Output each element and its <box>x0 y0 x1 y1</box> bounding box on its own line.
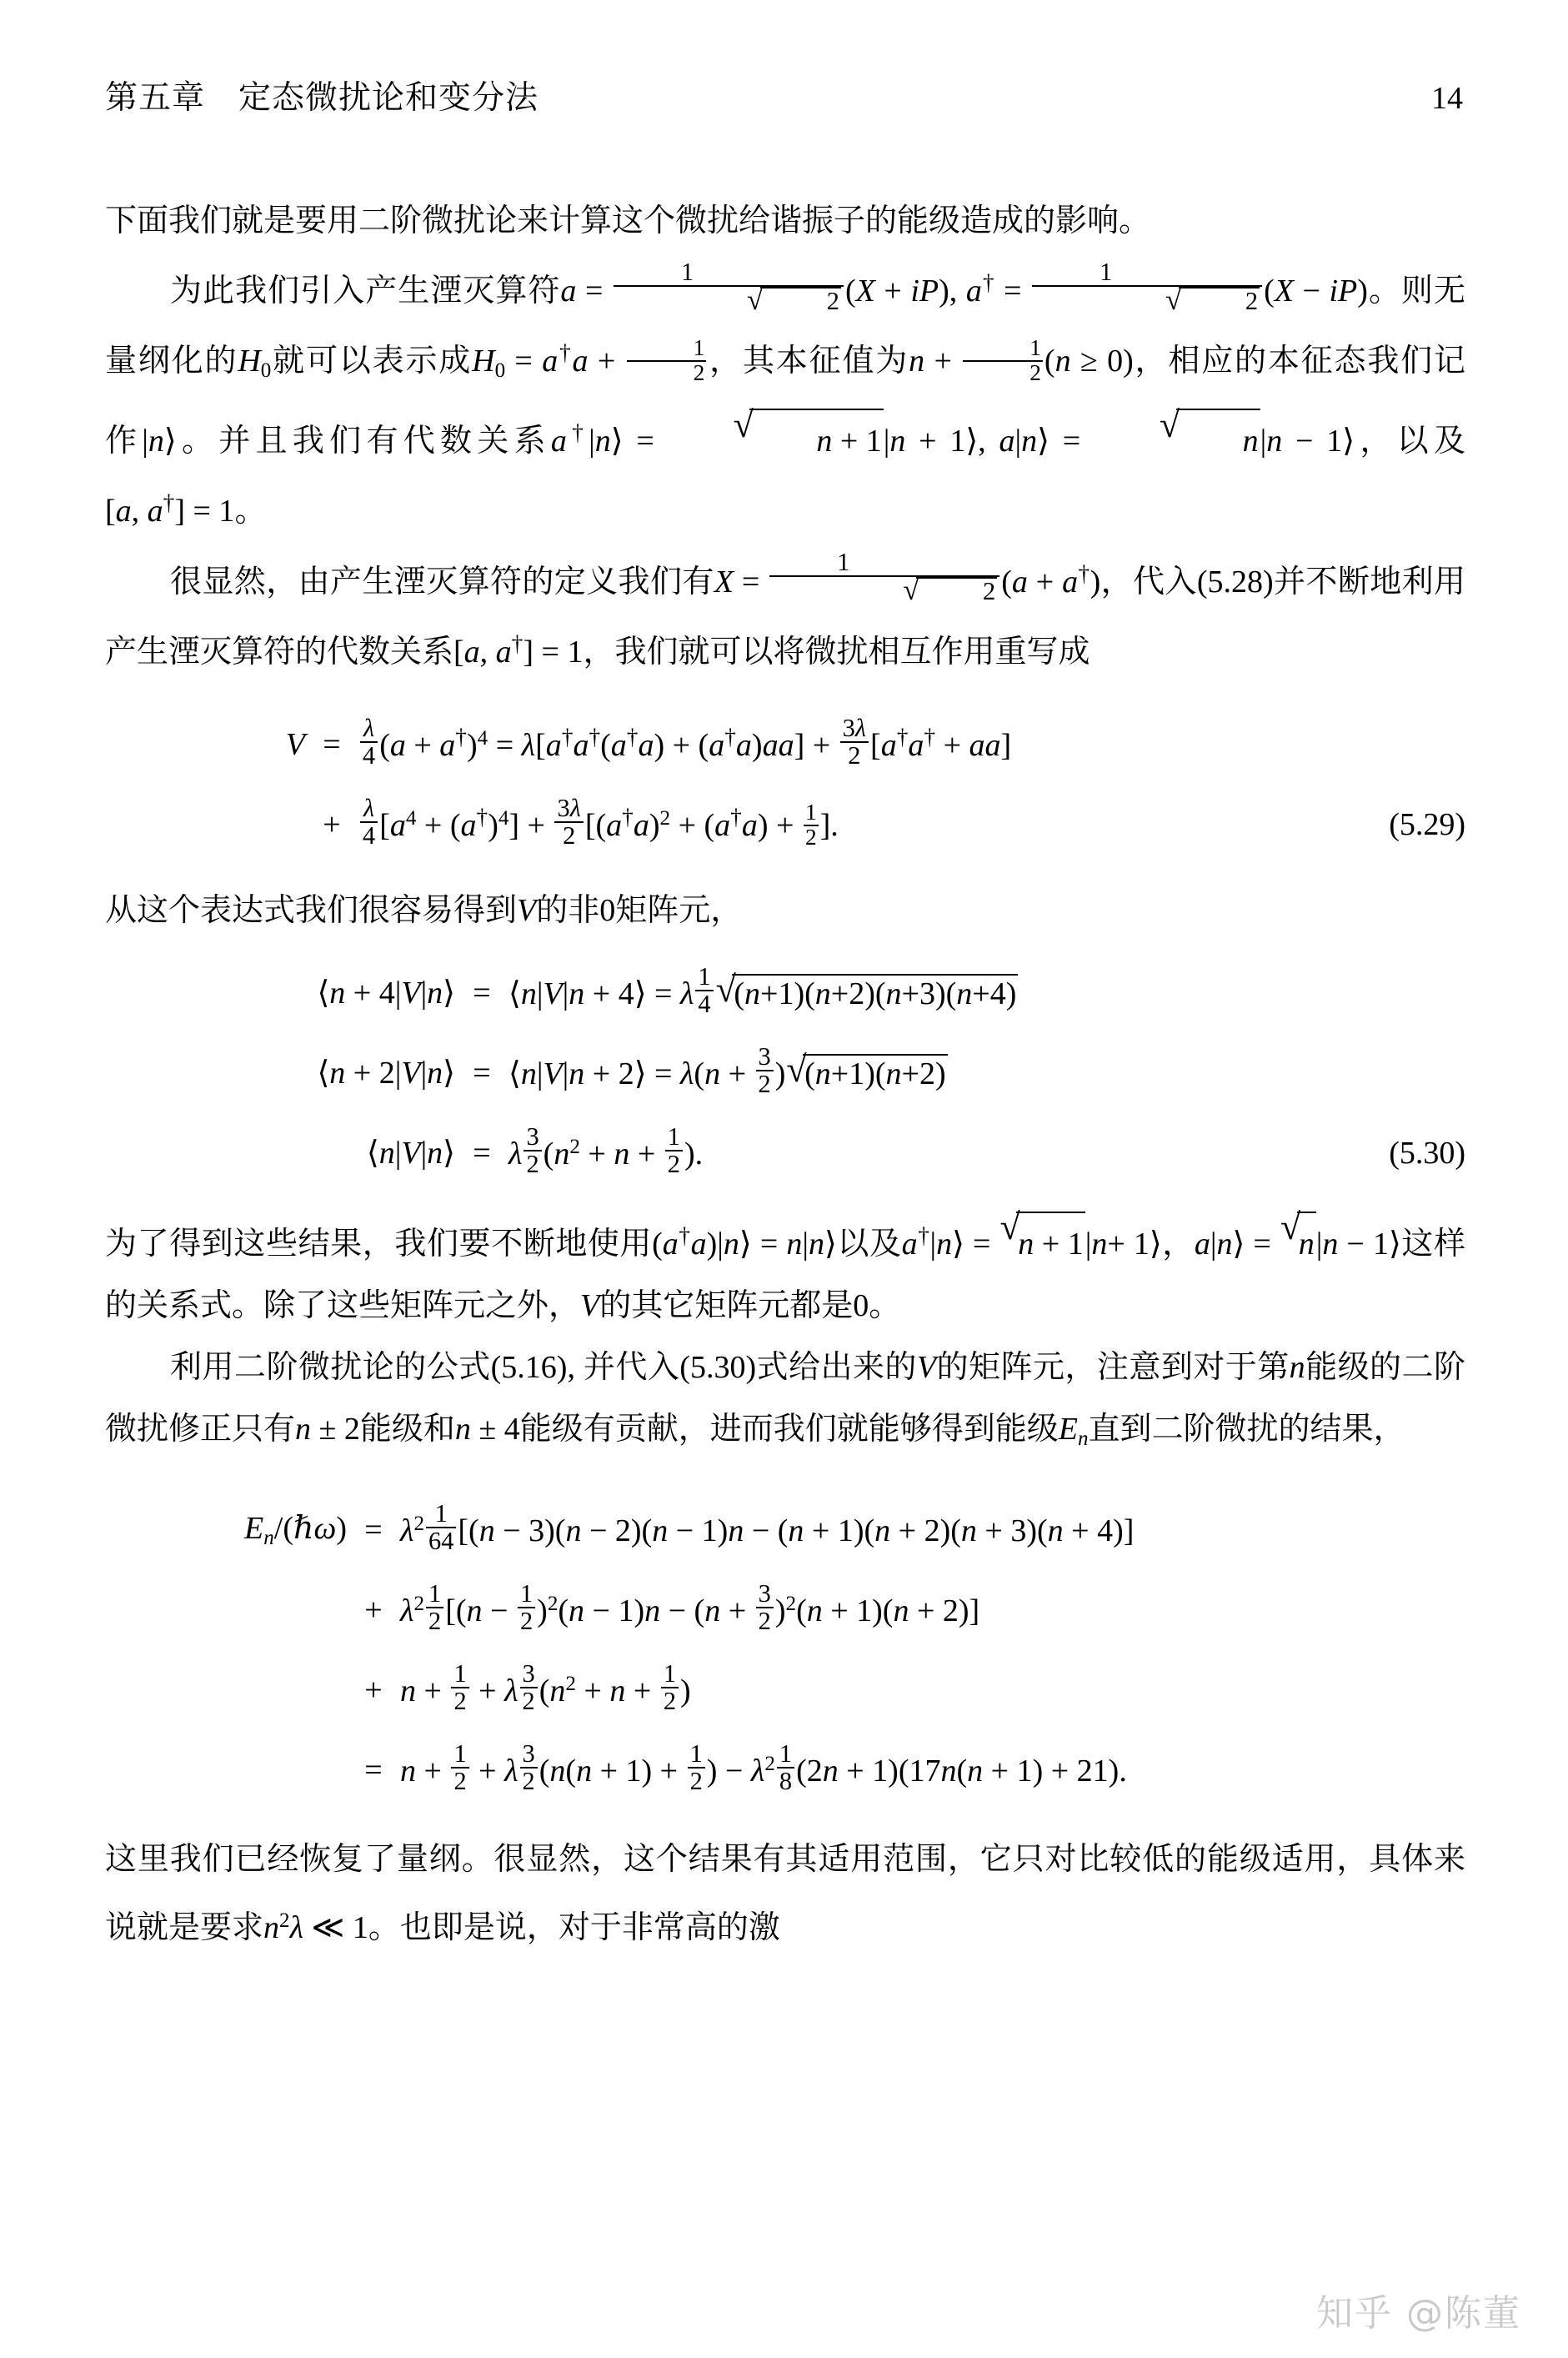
math-a-def: a <box>560 273 577 309</box>
p2-seg-c: 就可以表示成 <box>271 344 473 379</box>
eq-energy-line-1: $E_n/(\hbar\omega)$ = $\lambda^2$ $\frac{1}{64}$ [(n − 3)(n − 2)(n − 1)n − (n + 1)(n + 2)(n + 3)(n + 4)] <box>244 1498 1135 1555</box>
p5-seg-c: ， <box>1161 1226 1195 1262</box>
p6-seg-a: 利用二阶微扰论的公式(5.16), 并代入(5.30)式给出来的 <box>170 1349 917 1385</box>
p2-seg-f: 。并且我们有代数关系 <box>176 424 551 459</box>
math-commutator: [ <box>105 494 116 529</box>
p7-seg-b: 。也即是说，对于非常高的激 <box>368 1909 780 1945</box>
paragraph-2: 为此我们引入产生湮灭算符a = 1 √ 2 (X + iP), a† = 1 √ 2 (X − iP)。则无量纲化的H0就可以表示成H0 = a†a + $\frac{1}{2}$ ，其本征值为n + $\frac{1}{2}$ (n ≥ 0)，相应的本征态我们记作|n⟩。并且我们有代数关系a†|n⟩ = √ n + 1|n + 1⟩, a|n⟩ = √ n|n − 1⟩，以及[a, a†] = 1。 <box>105 257 1466 529</box>
math-V-ref-3: V <box>916 1349 937 1385</box>
watermark: 知乎 @陈董 <box>1316 2292 1521 2335</box>
eq530-line-3: ⟨n|V|n⟩ = λ $\frac{3}{2}$ ($n^2 + n$ + $\frac{1}{2}$ ). (5.30) <box>366 1121 1465 1178</box>
paragraph-5: 为了得到这些结果，我们要不断地使用(a†a)|n⟩ = n|n⟩以及a†|n⟩ = √ n + 1|n+ 1⟩，a|n⟩ = √ n|n − 1⟩这样的关系式。除了这些矩阵元之外，V的其它矩阵元都是0。 <box>105 1207 1465 1323</box>
p6-seg-e: 能级有贡献，进而我们就能够得到能级 <box>519 1411 1059 1447</box>
math-n-ref: n <box>1289 1349 1305 1385</box>
paragraph-6: 利用二阶微扰论的公式(5.16), 并代入(5.30)式给出来的V的矩阵元，注意到对于第n能级的二阶微扰修正只有n ± 2能级和n ± 4能级有贡献，进而我们就能够得到能级$E_n$直到二阶微扰的结果， <box>105 1349 1465 1450</box>
math-commutator-2: [ <box>453 634 464 670</box>
eq-energy-line-2: + $\lambda^2$ $\frac{1}{2}$ [(n − $\frac{1}{2}$ )$^2$(n − 1)n − (n + $\frac{3}{2}$ )$^2$(n + 1)(n + 2)] <box>364 1578 980 1635</box>
eq530-line-1: ⟨n + 4|V|n⟩ = ⟨n|V|n + 4⟩ = λ $\frac{1}{4}$ √ (n+1)(n+2)(n+3)(n+4) <box>317 961 1017 1018</box>
paragraph-4 <box>105 880 1465 941</box>
p5-seg-d: 这样的关系式。除了这些矩阵元之外， <box>105 1226 1465 1323</box>
eq530-radical-1: √ (n+1)(n+2)(n+3)(n+4) <box>715 969 1017 1011</box>
eq530-line-2: ⟨n + 2|V|n⟩ = ⟨n|V|n + 2⟩ = λ(n + $\frac{3}{2}$ ) √ (n+1)(n+2) <box>317 1041 946 1098</box>
eq529-line-1: V = $\frac{\lambda}{4}$ $(a + a^\dagger)^4 = \lambda[a^\dagger a^\dagger(a^\dagger a) + (a^\dagger a)aa]$ + $\frac{3\lambda}{2}$ [a†a† + aa] <box>285 713 1012 770</box>
p5-seg-e: 的其它矩阵元都是0。 <box>599 1287 901 1323</box>
p3-seg-c: ，我们就可以将微扰相互作用重写成 <box>583 634 1090 670</box>
running-head <box>105 72 1463 122</box>
eq-energy-line-3: + n + $\frac{1}{2}$ + λ $\frac{3}{2}$ ($n^2 + n$ + $\frac{1}{2}$ ) <box>364 1658 691 1715</box>
p3-seg-b: ，代入(5.28)并不断地利用产生湮灭算符的代数关系 <box>105 564 1466 670</box>
p2-seg-a: 为此我们引入产生湮灭算符 <box>170 273 561 309</box>
p2-seg-h: 。 <box>234 494 267 529</box>
p7-seg-a: 这里我们已经恢复了量纲。很显然，这个结果有其适用范围，它只对比较低的能级适用，具体来说就是要求 <box>105 1841 1465 1945</box>
frac-one-over-sqrt2: 1 √ 2 <box>614 259 844 314</box>
eq530-radical-2: √ (n+1)(n+2) <box>786 1049 946 1091</box>
p2-seg-d: ，其本征值为 <box>708 344 909 379</box>
chapter-title: 第五章 定态微扰论和变分法 <box>105 80 539 116</box>
p3-seg-a: 很显然，由产生湮灭算符的定义我们有 <box>170 564 714 600</box>
math-ket-n: | <box>142 424 148 459</box>
p4-seg-b: 的非0矩阵元， <box>536 892 743 928</box>
math-En-ref: E <box>1058 1411 1078 1447</box>
p5-seg-a: 为了得到这些结果，我们要不断地使用 <box>105 1226 653 1262</box>
paragraph-3: 很显然，由产生湮灭算符的定义我们有X = 1 √ 2 (a + a†)，代入(5.28)并不断地利用产生湮灭算符的代数关系[a, a†] = 1，我们就可以将微扰相互作用重写成 <box>105 548 1466 670</box>
equation-5-29 <box>105 705 1465 865</box>
p4-seg-a: 从这个表达式我们很容易得到 <box>105 892 518 928</box>
eq529-lhs: V <box>285 726 305 762</box>
math-n2-lambda: n <box>263 1909 280 1945</box>
p6-seg-b: 的矩阵元，注意到对于第 <box>936 1349 1290 1385</box>
math-X-def: X <box>714 564 734 600</box>
document-body <box>105 190 1465 1959</box>
page-number: 14 <box>1431 81 1463 116</box>
equation-energy <box>105 1490 1465 1810</box>
p5-seg-b: 以及 <box>836 1226 902 1262</box>
paragraph-1-text: 下面我们就是要用二阶微扰论来计算这个微扰给谐振子的能级造成的影响。 <box>105 203 1151 238</box>
math-a-dagger-def: a <box>965 273 982 309</box>
equation-5-30 <box>105 953 1465 1193</box>
math-number-op: ( <box>652 1226 663 1262</box>
math-V-ref: V <box>517 892 537 928</box>
paragraph-1 <box>105 190 1465 252</box>
eq529-tag: (5.29) <box>1389 806 1465 842</box>
eq529-line-2: + $\frac{\lambda}{4}$ $[a^4 + (a^\dagger)^4]$ + $\frac{3\lambda}{2}$ [$(a^\dagger a)^2 + (a^\dagger a)$ + $\frac{1}{2}$ ]. (5.29) <box>323 793 1465 850</box>
eq-energy-lhs: E <box>244 1511 264 1547</box>
p6-seg-c: 能级的二阶微扰修正只有 <box>105 1349 1465 1447</box>
paragraph-7: 这里我们已经恢复了量纲。很显然，这个结果有其适用范围，它只对比较低的能级适用，具体来说就是要求$n^2\lambda$ ≪ 1。也即是说，对于非常高的激 <box>105 1841 1465 1945</box>
p2-seg-g: ，以及 <box>1355 424 1465 459</box>
eq530-tag: (5.30) <box>1389 1135 1465 1171</box>
math-V-ref-2: V <box>580 1287 600 1323</box>
p6-seg-f: 直到二阶微扰的结果， <box>1088 1411 1405 1447</box>
math-sqrt-n-plus-1: √ n + 1 <box>669 409 884 472</box>
p2-seg-e: ，相应的本征态我们记作 <box>105 344 1465 459</box>
math-H0: H <box>238 344 261 379</box>
p2-seg-b: 。则无量纲化的 <box>105 273 1466 379</box>
eq-energy-line-4: = n + $\frac{1}{2}$ + λ $\frac{3}{2}$ (n(n + 1) + $\frac{1}{2}$ ) − $\lambda^2$ $\frac{1}{8}$ (2n + 1)(17n(n + 1) + 21). <box>364 1738 1127 1795</box>
p6-seg-d: 能级和 <box>359 1411 455 1447</box>
